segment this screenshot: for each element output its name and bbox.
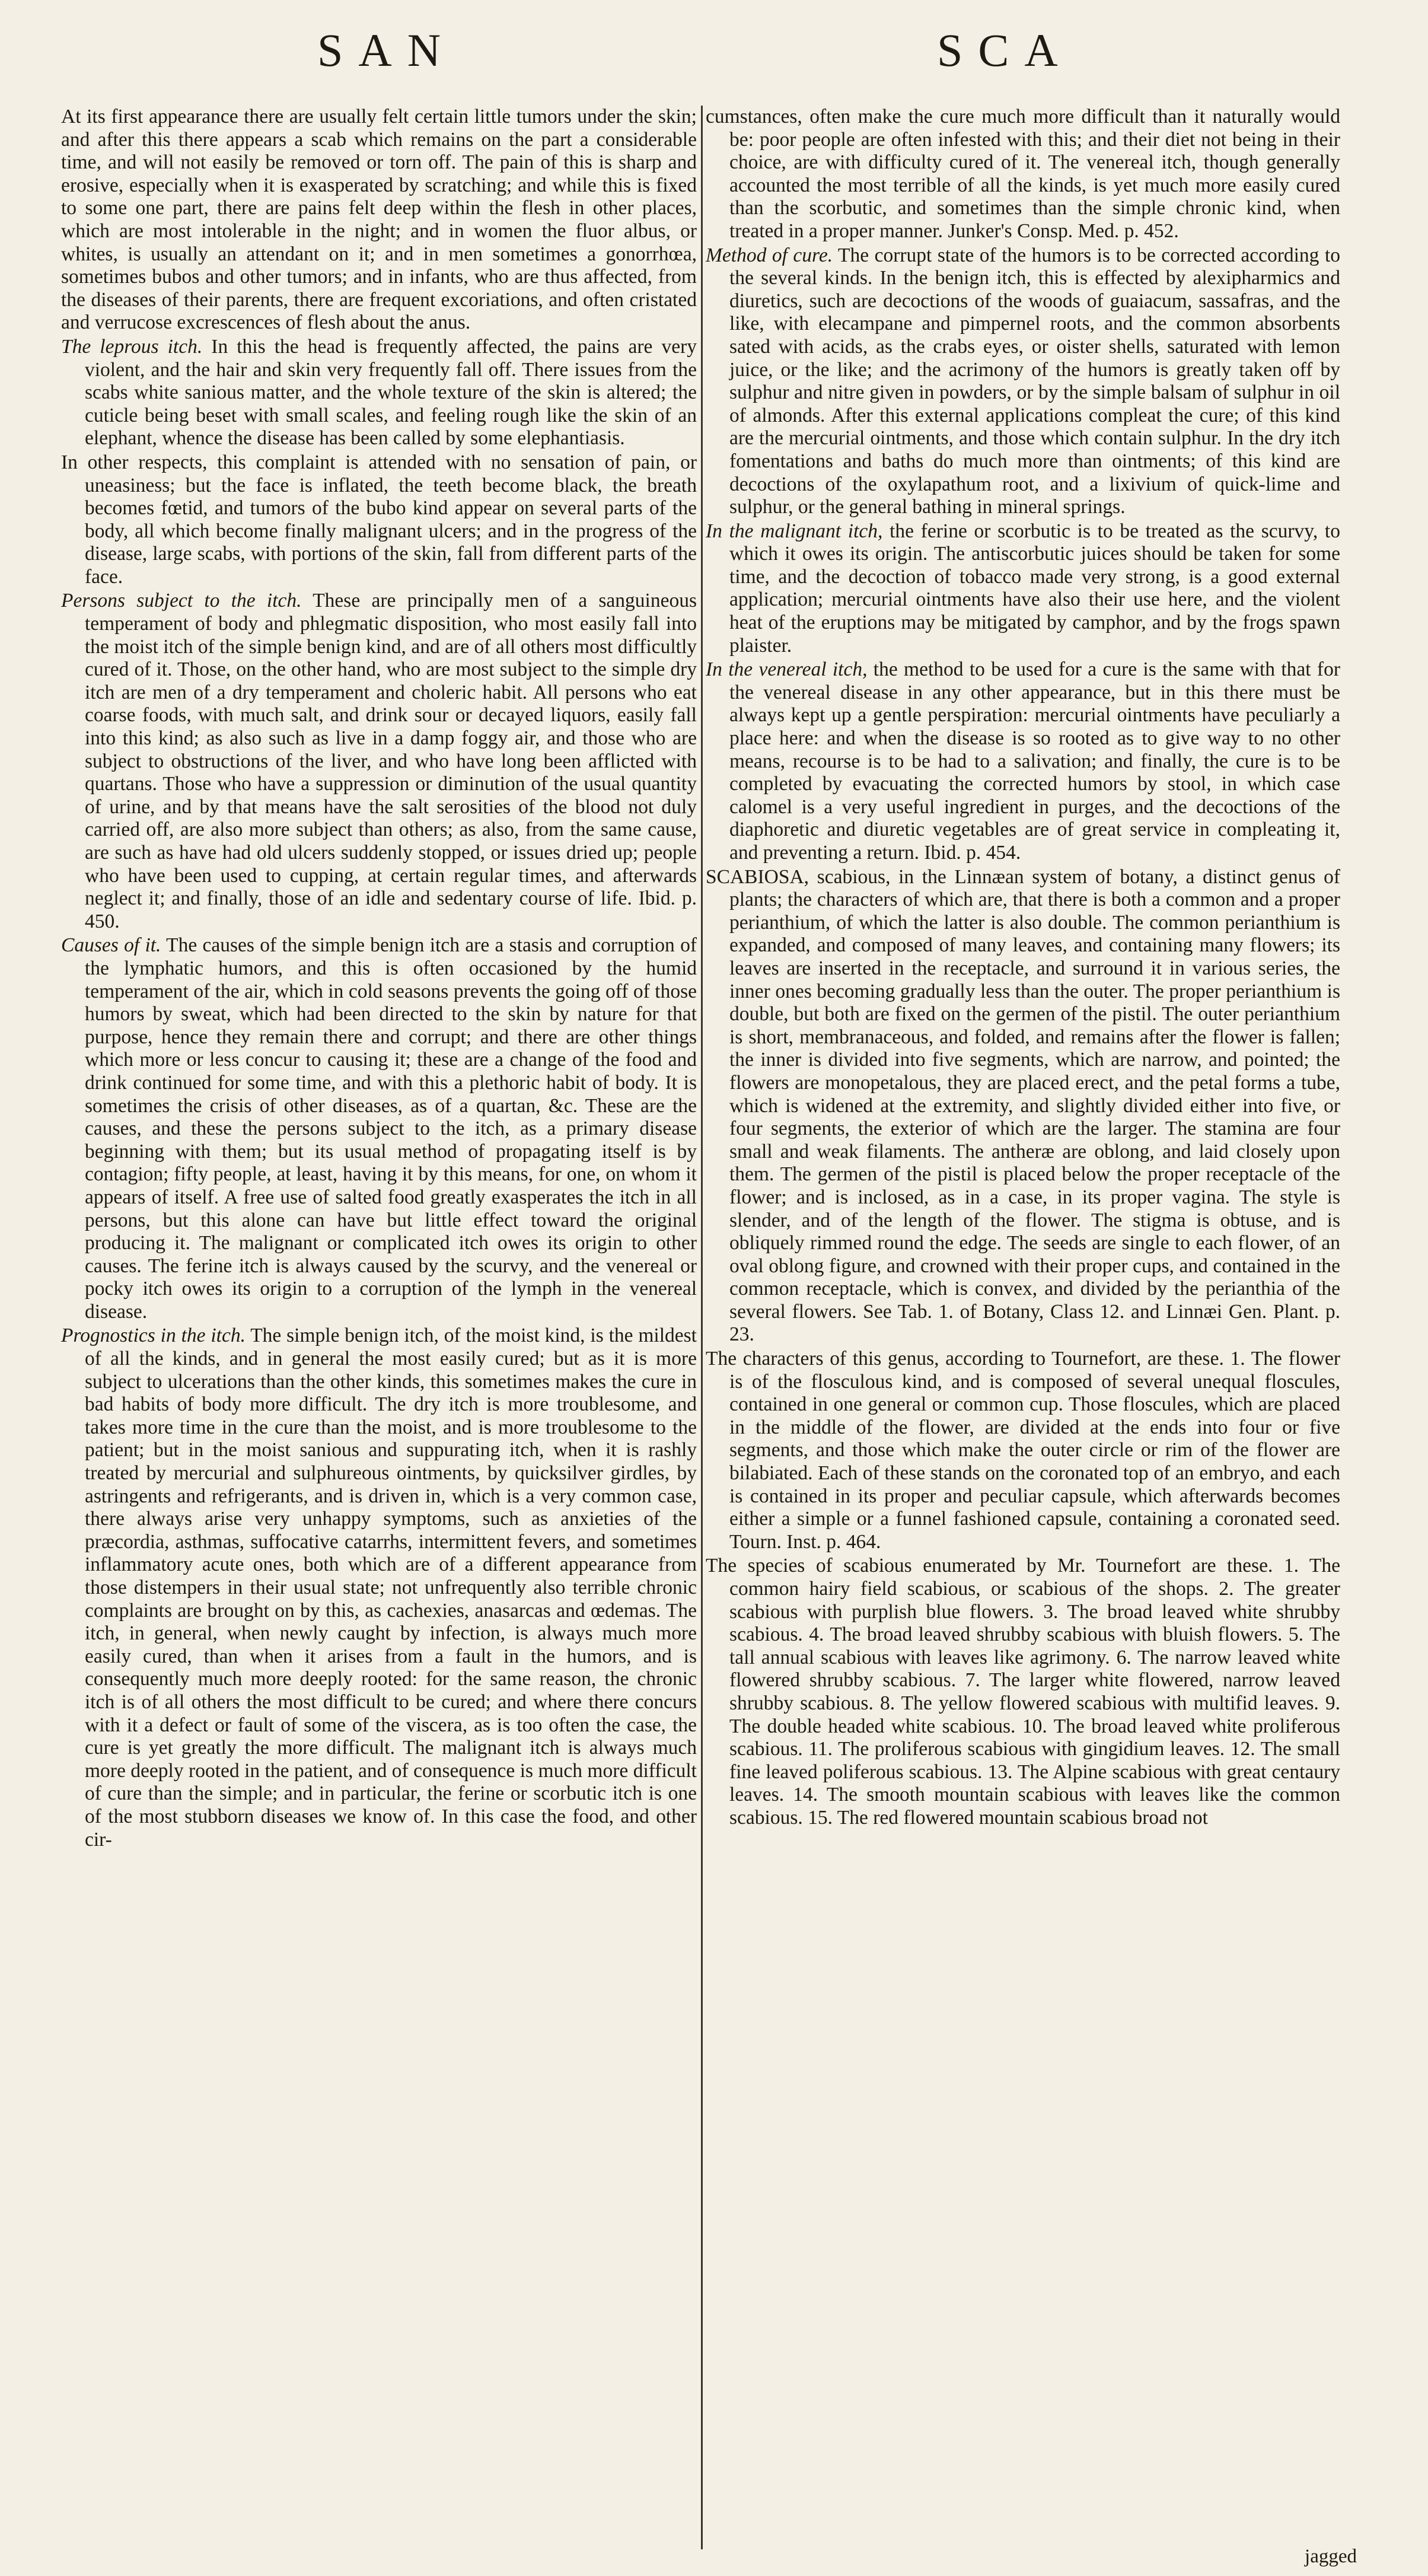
- paragraph: cumstances, often make the cure much more difficult than it naturally would be: poor people are often infested with this; and their diet not being in their choice, are with difficulty cured of it. The venereal itch, though generally accounted the most terrible of all the kinds, is yet much more easily cured than the scorbutic, and sometimes than the simple chronic kind, when treated in a proper manner. Junker's Consp. Med. p. 452.: [706, 106, 1340, 242]
- running-head-left: SAN: [317, 24, 457, 76]
- paragraph: At its first appearance there are usually felt certain little tumors under the skin; and after this there appears a scab which remains on the part a considerable time, and will not easily be removed or torn off. The pain of this is sharp and erosive, especially when it is exasperated by scratching; and while this is fixed to some one part, there are pains felt deep within the flesh in other places, which are most intolerable in the night; and in women the fluor albus, or whites, is usually an attendant on it; and in men sometimes a gonorrhœa, sometimes bubos and other tumors; and in infants, who are thus affected, from the diseases of their parents, there are frequent excoriations, and often cristated and verrucose excrescences of flesh about the anus.: [61, 106, 697, 334]
- paragraph: The characters of this genus, according to Tournefort, are these. 1. The flower is of the flosculous kind, and is composed of several unequal floscules, contained in one general or common cup. Those floscules, which are placed in the middle of the flower, are divided at the ends into four or five segments, and those which make the outer circle or rim of the flower are bilabiated. Each of these stands on the coronated top of an embryo, and each is contained in its proper and peculiar capsule, which afterwards becomes either a simple or a funnel fashioned capsule, containing a coronated seed. Tourn. Inst. p. 464.: [706, 1348, 1340, 1553]
- paragraph: Persons subject to the itch. These are principally men of a sanguineous temperament of body and phlegmatic disposition, who most easily fall into the moist itch of the simple benign kind, and are of all others most difficultly cured of it. Those, on the other hand, who are most subject to the simple dry itch are men of a dry temperament and choleric habit. All persons who eat coarse foods, with much salt, and drink sour or decayed liquors, easily fall into this kind; as also such as live in a damp foggy air, and those who are subject to obstructions of the liver, and who have long been afflicted with quartans. Those who have a suppression or diminution of the usual quantity of urine, and by that means have the salt serosities of the blood not duly carried off, are also more subject than others; as also, from the same cause, are such as have had old ulcers suddenly stopped, or issues dried up; people who have been used to cupping, at certain regular times, and afterwards neglect it; and finally, those of an idle and sedentary course of life. Ibid. p. 450.: [61, 590, 697, 932]
- paragraph: The leprous itch. In this the head is frequently affected, the pains are very violent, and the hair and skin very frequently fall off. There issues from the scabs white sanious matter, and the whole texture of the skin is altered; the cuticle being beset with small scales, and feeling rough like the skin of an elephant, whence the disease has been called by some elephantiasis.: [61, 335, 697, 450]
- right-column: [706, 106, 1340, 1831]
- running-head-right: SCA: [937, 24, 1073, 76]
- paragraph: The species of scabious enumerated by Mr. Tournefort are these. 1. The common hairy field scabious, or scabious of the shops. 2. The greater scabious with purplish blue flowers. 3. The broad leaved white shrubby scabious. 4. The broad leaved shrubby scabious with bluish flowers. 5. The tall annual scabious with leaves like agrimony. 6. The narrow leaved white flowered shrubby scabious. 7. The larger white flowered, narrow leaved shrubby scabious. 8. The yellow flowered scabious with multifid leaves. 9. The double headed white scabious. 10. The broad leaved white proliferous scabious. 11. The proliferous scabious with gingidium leaves. 12. The small fine leaved poliferous scabious. 13. The Alpine scabious with great centaury leaves. 14. The smooth mountain scabious with leaves like the common scabious. 15. The red flowered mountain scabious broad not: [706, 1555, 1340, 1829]
- column-rule: [701, 106, 703, 2549]
- page-header: [0, 24, 1428, 101]
- paragraph: In the venereal itch, the method to be used for a cure is the same with that for the venereal disease in any other appearance, but in this there must be always kept up a gentle perspiration: mercurial ointments have peculiarly a place here: and when the disease is so rooted as to give way to no other means, recourse is to be had to a salivation; and finally, the cure is to be completed by evacuating the corrected humors by stool, in which case calomel is a very useful ingredient in purges, and the decoctions of the diaphoretic and diuretic vegetables are of great service in compleating it, and preventing a return. Ibid. p. 454.: [706, 658, 1340, 864]
- paragraph: In the malignant itch, the ferine or scorbutic is to be treated as the scurvy, to which it owes its origin. The antiscorbutic juices should be taken for some time, and the decoction of tobacco made very strong, is a good external application; mercurial ointments have also their use here, and the violent heat of the eruptions may be mitigated by camphor, and by the frogs spawn plaister.: [706, 520, 1340, 657]
- paragraph: SCABIOSA, scabious, in the Linnæan system of botany, a distinct genus of plants; the characters of which are, that there is both a common and a proper perianthium, of which the latter is also double. The common perianthium is expanded, and composed of many leaves, and containing many flowers; its leaves are inserted in the receptacle, and surround it in various series, the inner ones becoming gradually less than the outer. The proper perianthium is double, but both are fixed on the germen of the pistil. The outer perianthium is short, membranaceous, and folded, and remains after the flower is fallen; the inner is divided into five segments, which are narrow, and pointed; the flowers are monopetalous, they are placed erect, and the petal forms a tube, which is widened at the extremity, and slightly divided either into five, or four segments, the exterior of which are the larger. The stamina are four small and weak filaments. The antheræ are oblong, and laid closely upon them. The germen of the pistil is placed below the proper receptacle of the flower; and is inclosed, as in a case, in its proper vagina. The style is slender, and of the length of the flower. The stigma is obtuse, and is obliquely rimmed round the edge. The seeds are single to each flower, of an oval oblong figure, and crowned with their proper cups, and contained in the common receptacle, which is convex, and divided by the perianthia of the several flowers. See Tab. 1. of Botany, Class 12. and Linnæi Gen. Plant. p. 23.: [706, 865, 1340, 1346]
- paragraph: Prognostics in the itch. The simple benign itch, of the moist kind, is the mildest of all the kinds, and in general the most easily cured; but as it is more subject to ulcerations than the other kinds, this sometimes makes the cure in bad habits of body more difficult. The dry itch is more troublesome, and takes more time in the cure than the moist, and is more troublesome to the patient; but in the moist sanious and suppurating itch, when it is rashly treated by mercurial and sulphureous ointments, by quicksilver girdles, by astringents and refrigerants, and is driven in, which is a very common case, there always arise very unhappy symptoms, such as anxieties of the præcordia, asthmas, suffocative catarrhs, intermittent fevers, and sometimes inflammatory acute ones, both which are of a different appearance from those distempers in their usual state; not unfrequently also terrible chronic complaints are brought on by this, as cachexies, anasarcas and œdemas. The itch, in general, when newly caught by infection, is always much more easily cured, than when it arises from a fault in the humors, and is consequently much more deeply rooted: for the same reason, the chronic itch is of all others the most difficult to be cured; and where there concurs with it a defect or fault of some of the viscera, as is too often the case, the cure is yet greatly the more difficult. The malignant itch is always much more deeply rooted in the patient, and of consequence is much more difficult of cure than the simple; and in particular, the ferine or scorbutic itch is one of the most stubborn diseases we know of. In this case the food, and other cir-: [61, 1324, 697, 1851]
- left-column: [61, 106, 697, 1852]
- paragraph: Causes of it. The causes of the simple benign itch are a stasis and corruption of the lymphatic humors, and this is often occasioned by the humid temperament of the air, which in cold seasons prevents the going off of those humors by sweat, which had been directed to the skin by nature for that purpose, hence they remain there and corrupt; and there are other things which more or less concur to causing it; these are a change of the food and drink continued for some time, and with this a plethoric habit of body. It is sometimes the crisis of other diseases, as of a quartan, &c. These are the causes, and these the persons subject to the itch, as a primary disease beginning with them; but its usual method of propagating itself is by contagion; fifty people, at least, having it by this means, for one, on whom it appears of itself. A free use of salted food greatly exasperates the itch in all persons, but this alone can have but little effect toward the original producing it. The malignant or complicated itch owes its origin to other causes. The ferine itch is always caused by the scurvy, and the venereal or pocky itch owes its origin to a corruption of the lymph in the venereal disease.: [61, 934, 697, 1323]
- paragraph: In other respects, this complaint is attended with no sensation of pain, or uneasiness; but the face is inflated, the teeth become black, the breath becomes fœtid, and tumors of the bubo kind appear on several parts of the body, all which become finally malignant ulcers; and in the progress of the disease, large scabs, with portions of the skin, fall from different parts of the face.: [61, 451, 697, 588]
- catchword: jagged: [1305, 2546, 1357, 2567]
- paragraph: Method of cure. The corrupt state of the humors is to be corrected according to the several kinds. In the benign itch, this is effected by alexipharmics and diuretics, such are decoctions of the woods of guaiacum, sassafras, and the like, with elecampane and pimpernel roots, and the common absorbents sated with acids, as the crabs eyes, or oister shells, saturated with lemon juice, or the like; and the acrimony of the humors is greatly taken off by sulphur and nitre given in powders, or by the simple balsam of sulphur in oil of almonds. After this external applications compleat the cure; of this kind are the mercurial ointments, and those which contain sulphur. In the dry itch fomentations and baths do much more than ointments; of this kind are decoctions of the oxylapathum root, and a lixivium of quick-lime and sulphur, or the general bathing in mineral springs.: [706, 244, 1340, 518]
